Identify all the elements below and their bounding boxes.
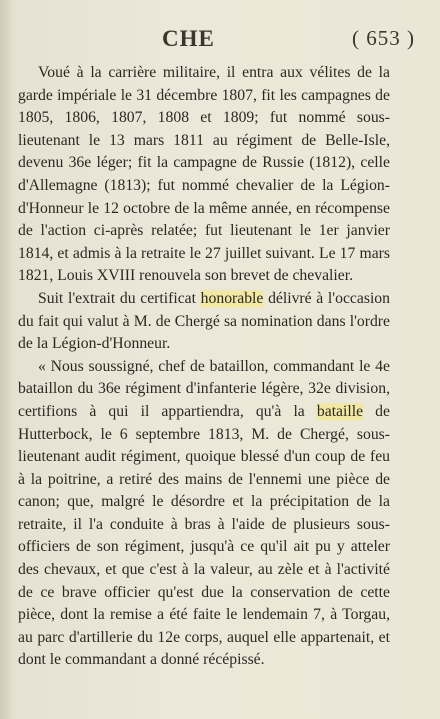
body-text	[18, 62, 390, 672]
intro-text-end: délivré à l'occasion du fait qui valut à M. de Chergé sa nomination dans l'ordre de la Légion-d'Honneur.	[18, 289, 390, 353]
running-header	[0, 26, 440, 56]
page-number: ( 653 )	[352, 26, 415, 50]
highlighted-word-honorable: honorable	[200, 289, 264, 307]
quote-text-end: de Hutterbock, le 6 septembre 1813, M. de Chergé, sous-lieutenant audit régiment, quoique blessé d'un coup de feu à la poitrine, a retiré des mains de l'ennemi une pièce de canon; que, malgré le désordre et la précipitation de la retraite, il l'a conduite à bras à l'aide de plusieurs sous-officiers de son régiment, jusqu'à ce qu'il ait pu y atteler des chevaux, et que c'est à la valeur, au zèle et à l'activité de ce brave officier qu'est due la conservation de cette pièce, dont la remise a été faite le lendemain 7, à Torgau, au parc d'artillerie du 12e corps, auquel elle appartenait, et dont le commandant a donné récépissé.	[18, 402, 390, 669]
paragraph-certificate-intro	[18, 288, 390, 356]
paragraph-certificate-quote	[18, 356, 390, 672]
paragraph-biography: Voué à la carrière militaire, il entra aux vélites de la garde impériale le 31 décembre 1807, fit les campagnes de 1805, 1806, 1807, 1808 et 1809; fut nommé sous-lieutenant le 13 mars 1811 au régiment de Belle-Isle, devenu 36e léger; fit la campagne de Russie (1812), celle d'Allemagne (1813); fut nommé chevalier de la Légion-d'Honneur le 12 octobre de la même année, en récompense de l'action ci-après relatée; fut lieutenant le 1er janvier 1814, et admis à la retraite le 27 juillet suivant. Le 17 mars 1821, Louis XVIII renouvela son brevet de chevalier.	[18, 64, 390, 285]
intro-text-start: Suit l'extrait du certificat	[38, 289, 201, 307]
quote-text-start: « Nous soussigné, chef de bataillon, commandant le 4e bataillon du 36e régiment d'infanterie légère, 32e division, certifions à qui il appartiendra, qu'à la	[18, 357, 390, 420]
header-title: CHE	[162, 26, 215, 51]
highlighted-word-bataille: bataille	[316, 402, 364, 420]
